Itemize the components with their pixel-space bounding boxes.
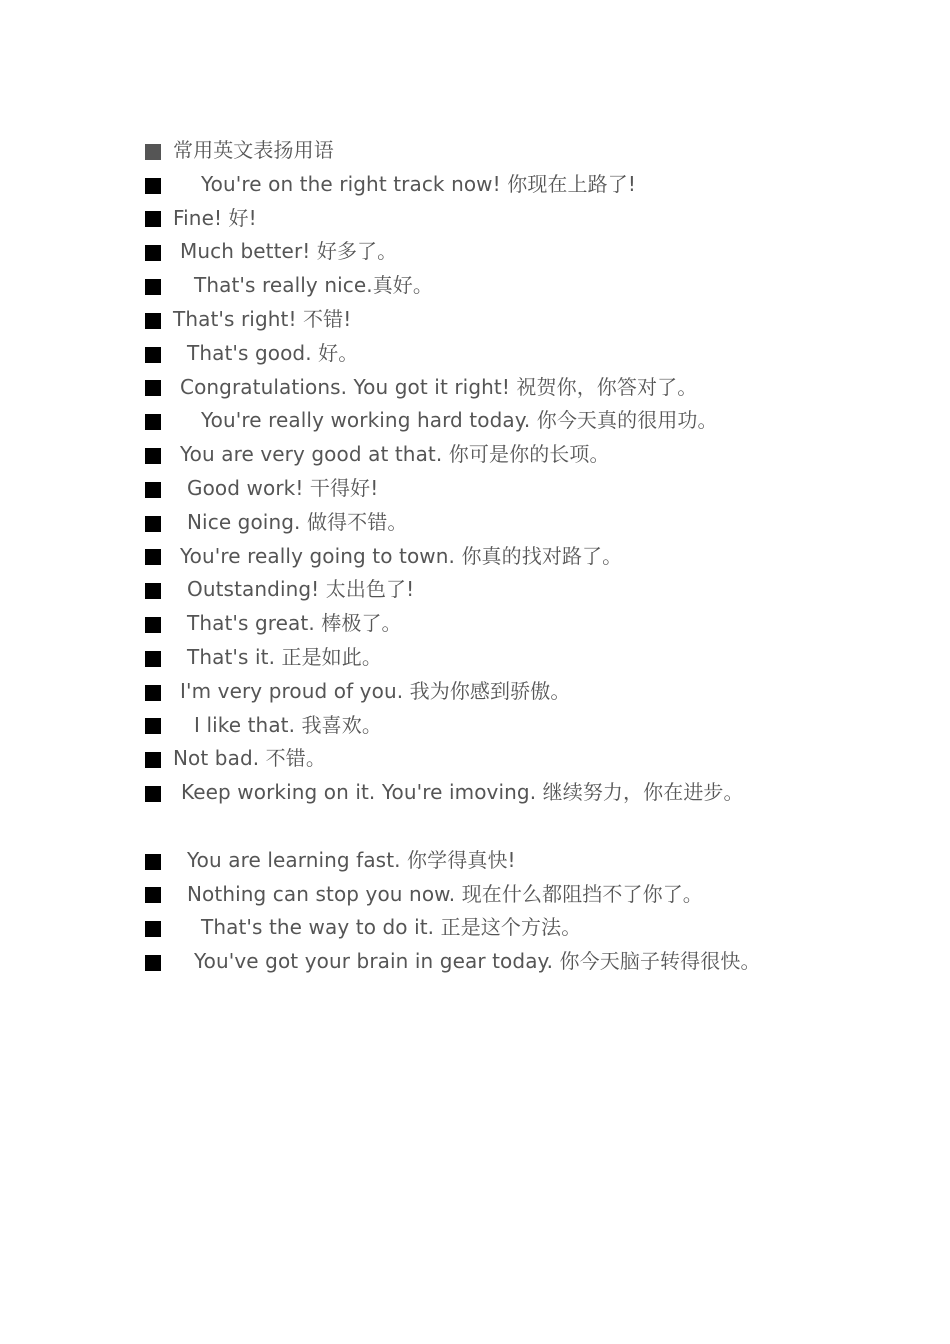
square-bullet-icon [145,347,161,363]
list-item [145,438,845,472]
list-item [145,675,845,709]
list-item [145,911,845,945]
square-bullet-icon [145,211,161,227]
square-bullet-icon [145,380,161,396]
list-item-text: That's the way to do it. 正是这个方法。 [201,915,582,940]
square-bullet-icon [145,685,161,701]
square-bullet-icon [145,482,161,498]
list-item [145,709,845,743]
list-item [145,506,845,540]
list-item-text: That's it. 正是如此。 [187,644,382,669]
list-item-text: You've got your brain in gear today. 你今天脑子转得很快。 [194,949,761,974]
list-item-text: That's right! 不错! [173,306,352,331]
list-item-text: Fine! 好! [173,205,257,230]
blank-line [145,810,845,844]
square-bullet-icon [145,651,161,667]
list-item-text: You are learning fast. 你学得真快! [187,847,516,872]
list-item-text: That's great. 棒极了。 [187,611,402,636]
list-item-text: You're on the right track now! 你现在上路了! [201,171,636,196]
square-bullet-icon [145,854,161,870]
square-bullet-icon [145,955,161,971]
square-bullet-icon [145,718,161,734]
list-item [145,472,845,506]
list-item [145,371,845,405]
square-bullet-icon [145,414,161,430]
list-item [145,844,845,878]
square-bullet-icon [145,279,161,295]
list-item [145,607,845,641]
square-bullet-icon [145,245,161,261]
list-item [145,404,845,438]
praise-phrase-list [145,134,845,979]
square-bullet-icon [145,887,161,903]
list-item [145,303,845,337]
list-item-text: That's really nice.真好。 [194,273,434,298]
list-item [145,945,845,979]
list-item-text: Congratulations. You got it right! 祝贺你，你答对了。 [180,374,698,399]
square-bullet-icon [145,178,161,194]
list-item [145,573,845,607]
square-bullet-icon [145,516,161,532]
list-item [145,168,845,202]
list-item-text: You're really going to town. 你真的找对路了。 [180,543,623,568]
list-item-text: That's good. 好。 [187,340,359,365]
list-item [145,641,845,675]
list-item-text: Keep working on it. You're imoving. 继续努力，你在进步。 [181,780,744,805]
list-item [145,776,845,810]
list-item [145,540,845,574]
square-bullet-icon [145,921,161,937]
list-item-text: Outstanding! 太出色了! [187,577,415,602]
list-item-text: Not bad. 不错。 [173,746,326,771]
list-item-text: Good work! 干得好! [187,475,379,500]
list-heading [145,134,845,168]
list-item [145,337,845,371]
list-item-text: I'm very proud of you. 我为你感到骄傲。 [180,678,571,703]
square-bullet-icon [145,752,161,768]
list-item [145,742,845,776]
list-item-text: You are very good at that. 你可是你的长项。 [180,442,610,467]
list-item-text: Nice going. 做得不错。 [187,509,408,534]
list-item-text: Nothing can stop you now. 现在什么都阻挡不了你了。 [187,881,703,906]
square-bullet-icon [145,448,161,464]
list-item [145,269,845,303]
list-item-text: I like that. 我喜欢。 [194,712,382,737]
square-bullet-icon [145,549,161,565]
square-bullet-icon [145,786,161,802]
heading-text: 常用英文表扬用语 [173,138,334,162]
list-item [145,202,845,236]
square-bullet-icon [145,617,161,633]
square-bullet-icon [145,313,161,329]
list-item [145,235,845,269]
list-item-text: You're really working hard today. 你今天真的很用功。 [201,408,718,433]
square-bullet-icon [145,144,161,160]
list-item-text: Much better! 好多了。 [180,239,398,264]
list-item [145,878,845,912]
square-bullet-icon [145,583,161,599]
